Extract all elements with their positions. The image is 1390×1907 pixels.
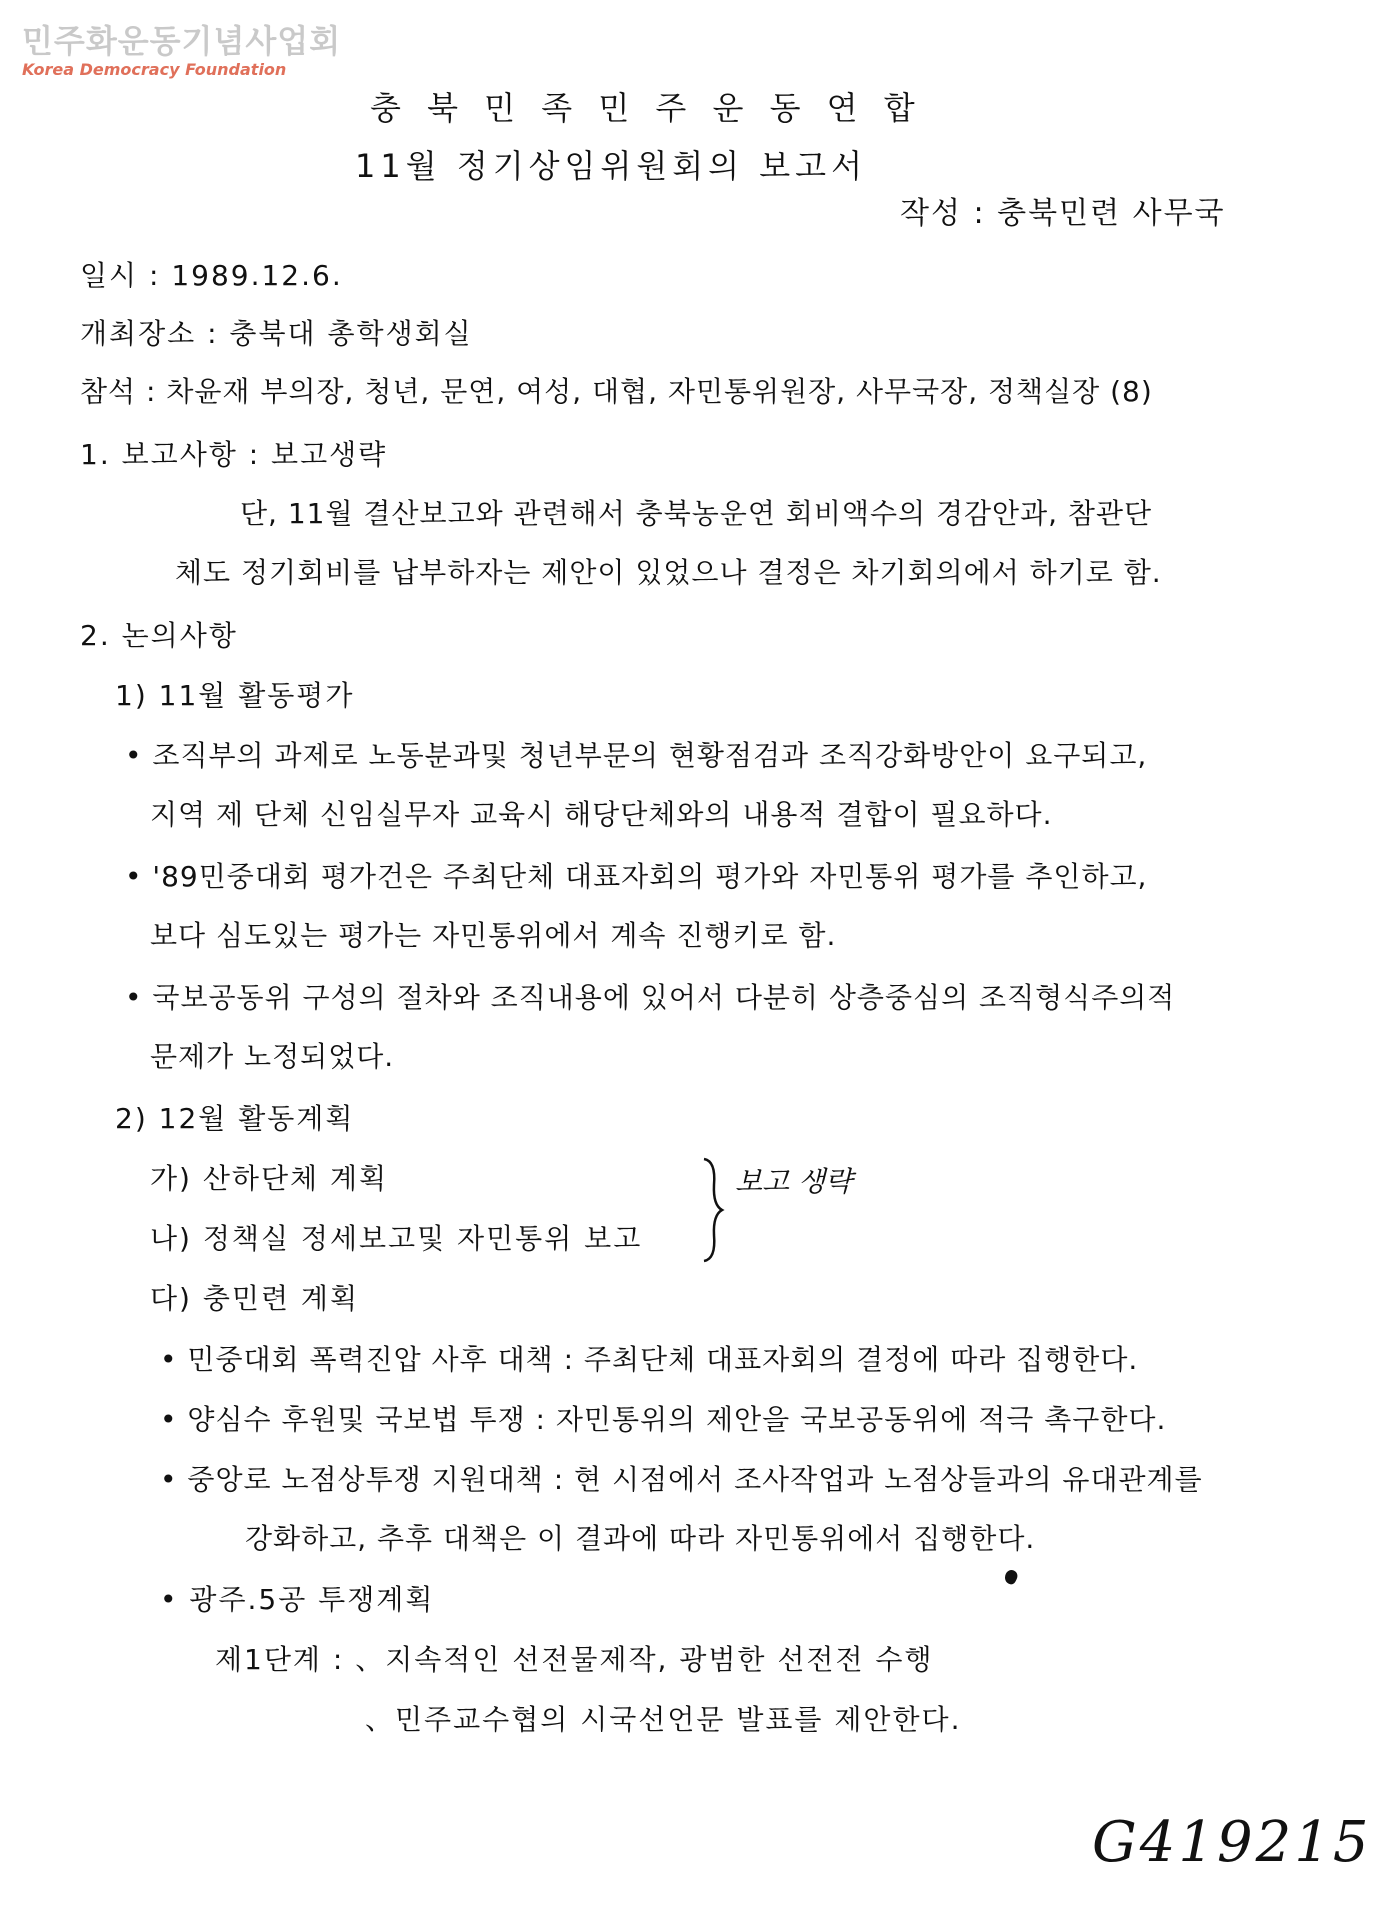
document-number: G419215 xyxy=(1092,1810,1372,1875)
plan-detail-item: • 광주.5공 투쟁계획 xyxy=(160,1583,435,1616)
report-body-line: 체도 정기회비를 납부하자는 제안이 있었으나 결정은 차기회의에서 하기로 함. xyxy=(175,556,1162,589)
evaluation-item: • 조직부의 과제로 노동분과및 청년부문의 현황점검과 조직강화방안이 요구되고, xyxy=(125,739,1148,772)
attendees-line: 참석 : 차윤재 부의장, 청년, 문연, 여성, 대협, 자민통위원장, 사무국장, 정책실장 (8) xyxy=(80,375,1153,408)
evaluation-heading: 1) 11월 활동평가 xyxy=(115,679,355,712)
plan-detail-item: • 중앙로 노점상투쟁 지원대책 : 현 시점에서 조사작업과 노점상들과의 유대관계를 xyxy=(160,1463,1203,1496)
report-body-line: 단, 11월 결산보고와 관련해서 충북농운연 회비액수의 경감안과, 참관단 xyxy=(240,497,1153,530)
stage-item: 제1단계 : 、지속적인 선전물제작, 광범한 선전전 수행 xyxy=(215,1643,934,1676)
author-line: 작성 : 충북민련 사무국 xyxy=(900,196,1226,231)
place-line: 개최장소 : 충북대 총학생회실 xyxy=(80,317,473,350)
date-line: 일시 : 1989.12.6. xyxy=(80,259,343,292)
document-subtitle: 11월 정기상임위원회의 보고서 xyxy=(355,147,868,185)
discussion-heading: 2. 논의사항 xyxy=(80,619,238,652)
watermark-english: Korea Democracy Foundation xyxy=(22,60,287,79)
plan-detail-item: • 양심수 후원및 국보법 투쟁 : 자민통위의 제안을 국보공동위에 적극 촉구한다. xyxy=(160,1403,1167,1436)
brace-mark xyxy=(700,1155,726,1265)
evaluation-item: • 국보공동위 구성의 절차와 조직내용에 있어서 다분히 상층중심의 조직형식주의적 xyxy=(125,981,1176,1014)
document-title: 충 북 민 족 민 주 운 동 연 합 xyxy=(370,89,923,127)
ink-mark xyxy=(1003,1568,1020,1586)
handwritten-note: 보고 생략 xyxy=(735,1165,853,1198)
evaluation-item-cont: 지역 제 단체 신임실무자 교육시 해당단체와의 내용적 결합이 필요하다. xyxy=(150,798,1053,831)
plan-detail-item: • 민중대회 폭력진압 사후 대책 : 주최단체 대표자회의 결정에 따라 집행한다. xyxy=(160,1343,1139,1376)
evaluation-item-cont: 문제가 노정되었다. xyxy=(150,1040,395,1073)
report-heading: 1. 보고사항 : 보고생략 xyxy=(80,438,388,471)
evaluation-item: • '89민중대회 평가건은 주최단체 대표자회의 평가와 자민통위 평가를 추인하고, xyxy=(125,860,1148,893)
plan-detail-item-cont: 강화하고, 추후 대책은 이 결과에 따라 자민통위에서 집행한다. xyxy=(245,1522,1036,1555)
plan-heading: 2) 12월 활동계획 xyxy=(115,1102,355,1135)
watermark xyxy=(22,22,341,80)
watermark-korean: 민주화운동기념사업회 xyxy=(22,22,342,60)
plan-item-ga: 가) 산하단체 계획 xyxy=(150,1162,389,1195)
plan-item-da: 다) 충민련 계획 xyxy=(150,1282,360,1315)
evaluation-item-cont: 보다 심도있는 평가는 자민통위에서 계속 진행키로 함. xyxy=(150,919,837,952)
stage-item-cont: 、민주교수협의 시국선언문 발표를 제안한다. xyxy=(365,1703,962,1736)
plan-item-na: 나) 정책실 정세보고및 자민통위 보고 xyxy=(150,1222,643,1255)
